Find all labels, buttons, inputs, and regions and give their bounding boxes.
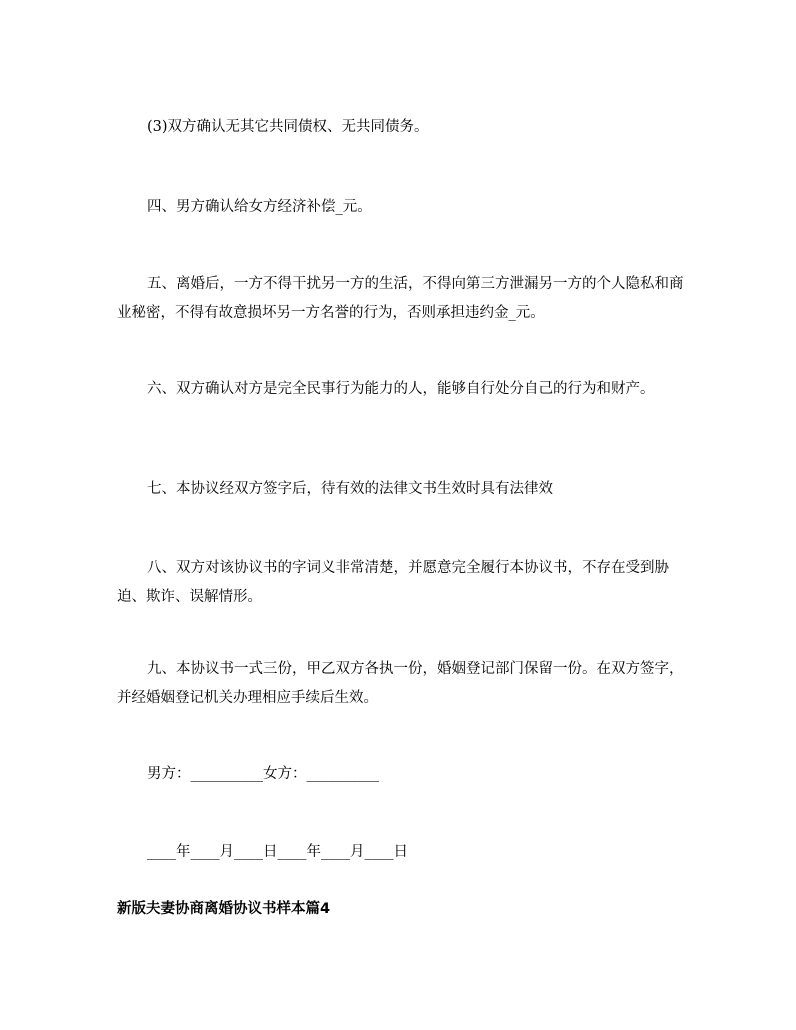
paragraph-copies: 九、本协议书一式三份，甲乙双方各执一份，婚姻登记部门保留一份。在双方签字，并经婚姻登记机关办理相应手续后生效。 — [117, 661, 684, 706]
paragraph-understanding: 八、双方对该协议书的字词义非常清楚，并愿意完全履行本协议书，不存在受到胁迫、欺诈、误解情形。 — [117, 560, 669, 605]
paragraph-capacity: 六、双方确认对方是完全民事行为能力的人，能够自行处分自己的行为和财产。 — [147, 381, 655, 397]
date-line: ____年____月____日____年____月____日 — [147, 844, 408, 860]
paragraph-privacy: 五、离婚后，一方不得干扰另一方的生活，不得向第三方泄漏另一方的个人隐私和商业秘密，不得有故意损坏另一方名誉的行为，否则承担违约金_元。 — [117, 276, 684, 321]
signature-line: 男方：__________女方：__________ — [147, 766, 379, 782]
paragraph-effectiveness: 七、本协议经双方签字后，待有效的法律文书生效时具有法律效 — [147, 481, 553, 497]
paragraph-debts: (3)双方确认无其它共同债权、无共同债务。 — [147, 119, 429, 135]
paragraph-compensation: 四、男方确认给女方经济补偿_元。 — [147, 199, 372, 215]
section-heading: 新版夫妻协商离婚协议书样本篇4 — [117, 901, 331, 917]
